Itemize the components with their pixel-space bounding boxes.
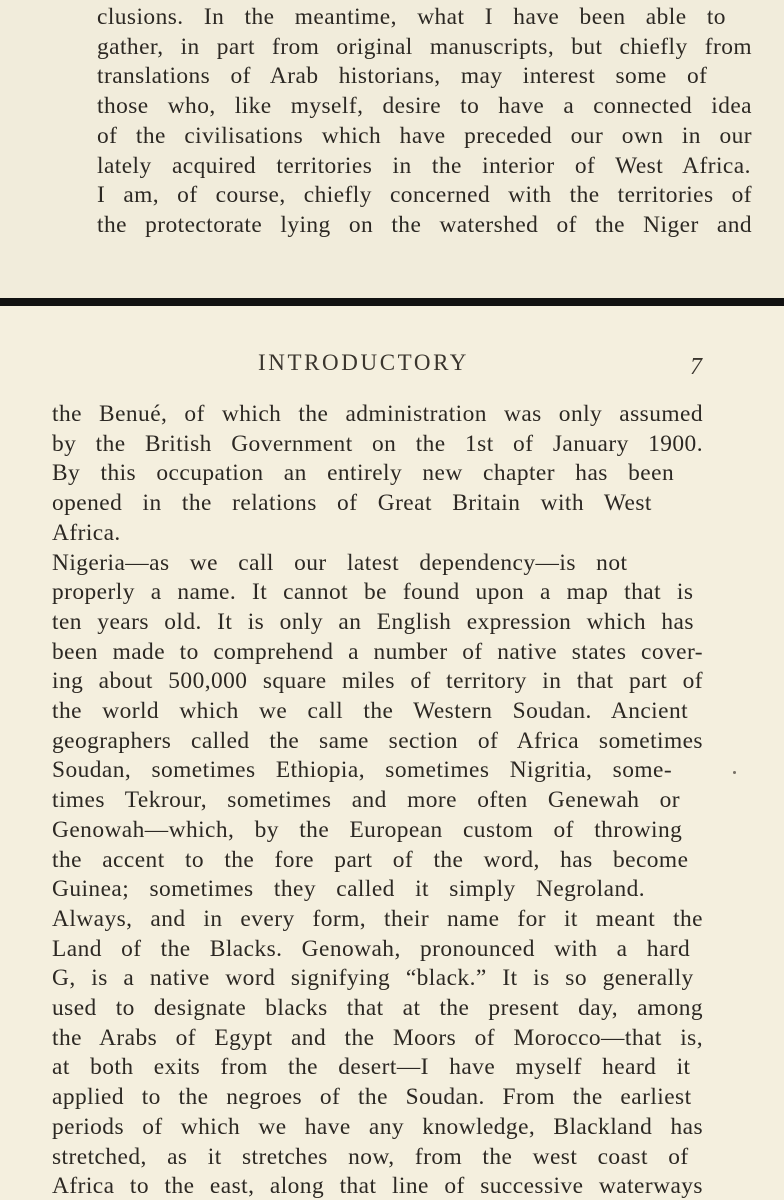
text-line: geographers called the same section of Africa sometimes — [52, 727, 703, 754]
text-line: Genowah—which, by the European custom of throwing — [52, 816, 683, 843]
text-line: at both exits from the desert—I have myself heard it — [52, 1054, 691, 1081]
text-line: those who, like myself, desire to have a connected idea — [97, 93, 752, 120]
page-divider — [0, 298, 784, 306]
text-line: opened in the relations of Great Britain with West — [52, 490, 652, 517]
running-head: INTRODUCTORY — [258, 350, 469, 375]
text-line: gather, in part from original manuscripts, but chiefly from — [97, 33, 752, 60]
bottom-page — [0, 306, 784, 1200]
text-line: By this occupation an entirely new chapter has been — [52, 460, 675, 487]
text-line: the accent to the fore part of the word, has become — [52, 846, 689, 873]
text-line: Always, and in every form, their name for it meant the — [52, 905, 703, 932]
text-line: Soudan, sometimes Ethiopia, sometimes Nigritia, some- — [52, 757, 673, 784]
text-line: ten years old. It is only an English expression which has — [52, 608, 694, 635]
text-line: clusions. In the meantime, what I have been able to — [97, 4, 726, 30]
text-line: Africa. — [52, 519, 121, 546]
text-line: Nigeria—as we call our latest dependency—is not — [52, 549, 628, 576]
page-number: 7 — [690, 354, 702, 380]
text-line: the Arabs of Egypt and the Moors of Morocco—that is, — [52, 1024, 703, 1051]
text-line: used to designate blacks that at the present day, among — [52, 995, 703, 1021]
text-line: by the British Government on the 1st of January 1900. — [52, 430, 703, 457]
text-line: been made to comprehend a number of native states cover- — [52, 638, 703, 665]
text-line: Africa to the east, along that line of successive waterways — [52, 1173, 703, 1200]
text-line: stretched, as it stretches now, from the west coast of — [52, 1143, 689, 1170]
text-line: translations of Arab historians, may interest some of — [97, 63, 708, 90]
top-page-fragment — [0, 0, 784, 298]
text-line: applied to the negroes of the Soudan. From the earliest — [52, 1084, 692, 1111]
text-line: G, is a native word signifying “black.” It is so generally — [52, 965, 694, 992]
text-line: ing about 500,000 square miles of territory in that part of — [52, 668, 703, 695]
text-line: properly a name. It cannot be found upon a map that is — [52, 579, 694, 606]
text-line: the world which we call the Western Soudan. Ancient — [52, 698, 689, 724]
text-line: Guinea; sometimes they called it simply Negroland. — [52, 876, 646, 903]
text-line: times Tekrour, sometimes and more often Genewah or — [52, 787, 681, 814]
text-line: I am, of course, chiefly concerned with the territories of — [97, 182, 752, 209]
ink-speck — [733, 771, 736, 774]
text-line: of the civilisations which have preceded our own in our — [97, 122, 752, 149]
text-line: the Benué, of which the administration was only assumed — [52, 401, 703, 427]
text-line: Land of the Blacks. Genowah, pronounced with a hard — [52, 935, 691, 962]
text-line: the protectorate lying on the watershed of the Niger and — [97, 211, 752, 238]
text-line: periods of which we have any knowledge, Blackland has — [52, 1113, 703, 1140]
text-line: lately acquired territories in the interior of West Africa. — [97, 152, 751, 179]
